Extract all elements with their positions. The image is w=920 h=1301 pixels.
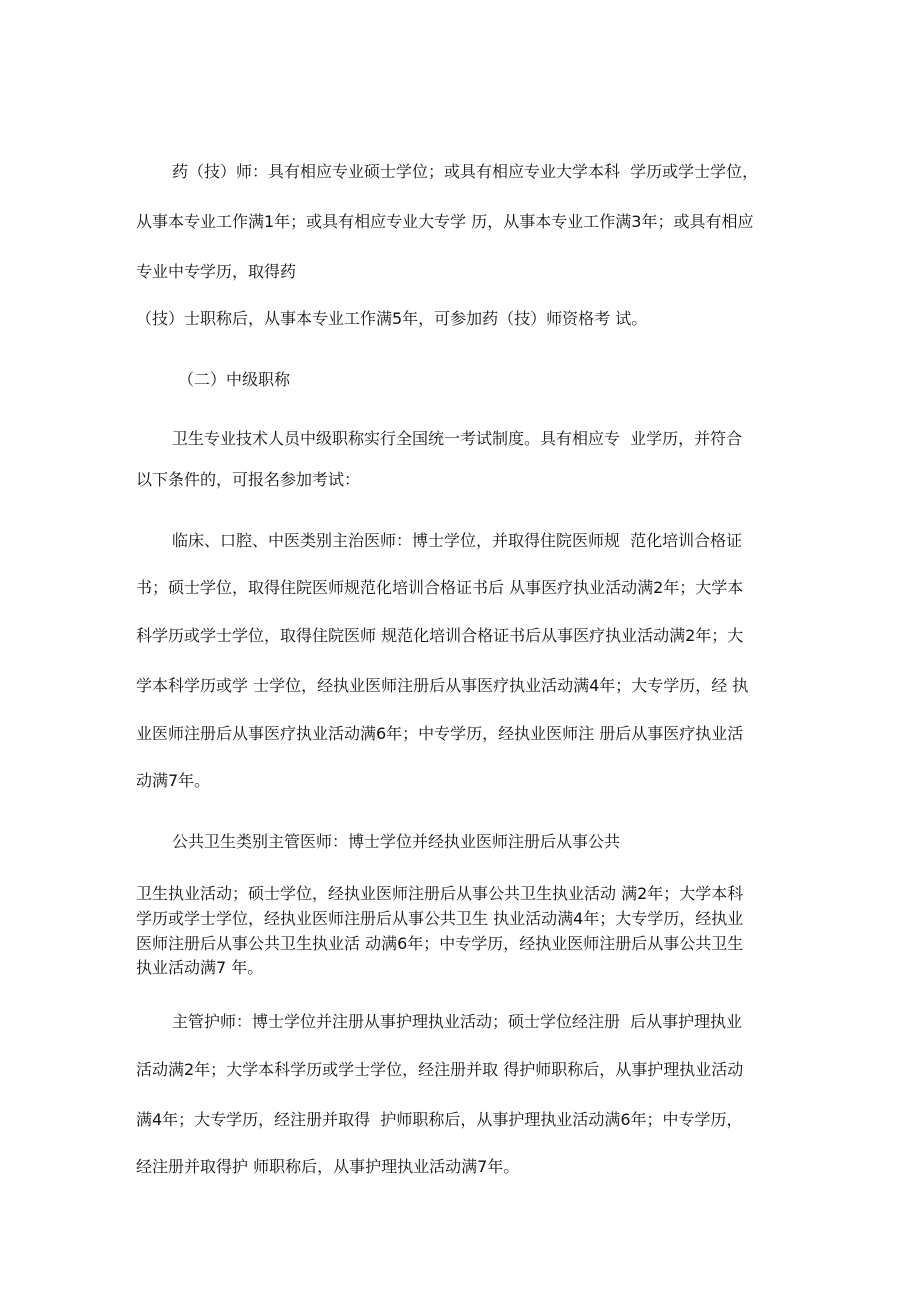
text-line: 学历或学士学位，经执业医师注册后从事公共卫生 执业活动满4年；大专学历，经执业 (136, 909, 744, 928)
text-line: 执业活动满7 年。 (136, 958, 264, 977)
text-line: 公共卫生类别主管医师：博士学位并经执业医师注册后从事公共 (172, 832, 621, 851)
text-line: 专业中专学历，取得药 (136, 262, 297, 281)
text-line: 书；硕士学位，取得住院医师规范化培训合格证书后 从事医疗执业活动满2年；大学本 (136, 578, 744, 597)
text-line: 医师注册后从事公共卫生执业活 动满6年；中专学历，经执业医师注册后从事公共卫生 (136, 934, 744, 953)
text-line: 从事本专业工作满1年；或具有相应专业大专学 历，从事本专业工作满3年；或具有相应 (136, 212, 754, 231)
text-line: 临床、口腔、中医类别主治医师：博士学位，并取得住院医师规 范化培训合格证 (172, 531, 743, 550)
text-line: 动满7年。 (136, 771, 211, 790)
text-line: 卫生专业技术人员中级职称实行全国统一考试制度。具有相应专 业学历，并符合 (172, 429, 743, 448)
text-line: 学本科学历或学 士学位，经执业医师注册后从事医疗执业活动满4年；大专学历，经 执 (136, 676, 749, 695)
text-line: 满4年；大专学历，经注册并取得 护师职称后，从事护理执业活动满6年；中专学历， (136, 1110, 743, 1129)
text-line: 药（技）师：具有相应专业硕士学位；或具有相应专业大学本科 学历或学士学位， (172, 162, 759, 181)
text-line: （技）士职称后，从事本专业工作满5年，可参加药（技）师资格考 试。 (136, 309, 648, 328)
text-line: 主管护师：博士学位并注册从事护理执业活动；硕士学位经注册 后从事护理执业 (172, 1012, 743, 1031)
text-line: 以下条件的，可报名参加考试： (136, 470, 361, 489)
section-heading: （二）中级职称 (178, 370, 291, 389)
text-line: 业医师注册后从事医疗执业活动满6年；中专学历，经执业医师注 册后从事医疗执业活 (136, 724, 744, 743)
text-line: 经注册并取得护 师职称后，从事护理执业活动满7年。 (136, 1157, 520, 1176)
text-line: 科学历或学士学位，取得住院医师 规范化培训合格证书后从事医疗执业活动满2年；大 (136, 626, 744, 645)
text-line: 活动满2年；大学本科学历或学士学位，经注册并取 得护师职称后，从事护理执业活动 (136, 1060, 744, 1079)
text-line: 卫生执业活动；硕士学位，经执业医师注册后从事公共卫生执业活动 满2年；大学本科 (136, 884, 744, 903)
